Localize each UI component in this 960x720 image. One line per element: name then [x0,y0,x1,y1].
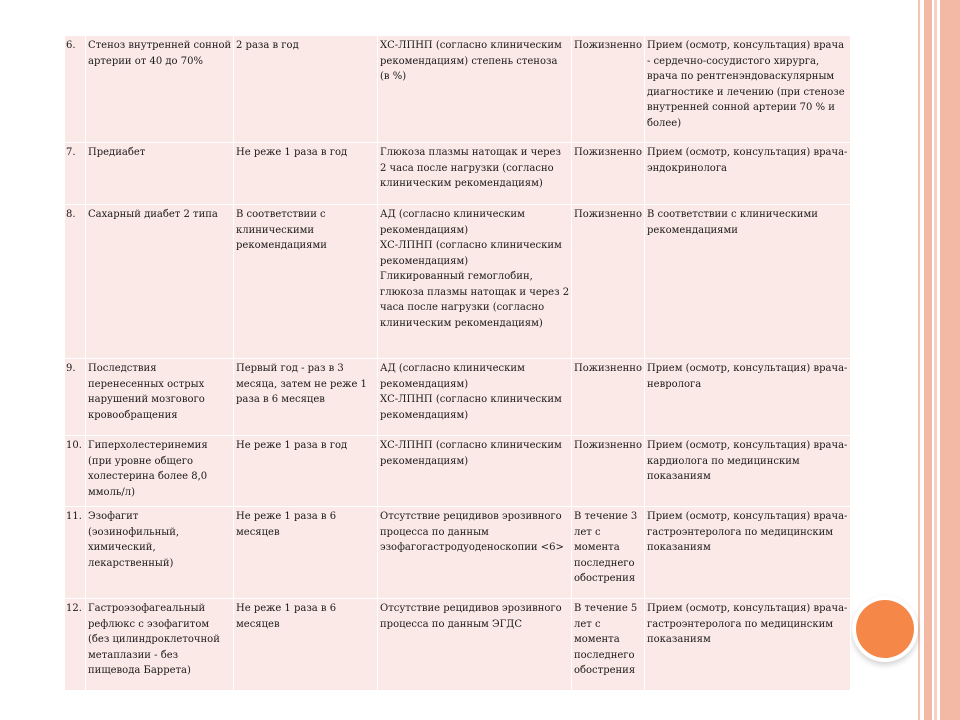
measures-cell-text: Прием (осмотр, консультация) врача-кардиолога по медицинским показаниям [647,440,848,482]
duration-cell [572,36,645,143]
indicators-cell-text: ХС-ЛПНП (согласно клиническим рекомендациям) степень стеноза (в %) [380,40,562,82]
frequency-cell [234,143,378,205]
indicators-cell [378,507,572,599]
indicators-cell [378,205,572,359]
indicators-cell [378,359,572,436]
indicators-cell-text: Отсутствие рецидивов эрозивного процесса по данным ЭГДС [380,603,562,630]
table-row [65,36,851,143]
table-row [65,599,851,691]
table-row [65,205,851,359]
dispensary-table [64,35,851,691]
indicators-cell [378,436,572,507]
measures-cell [645,436,851,507]
duration-cell-text: Пожизненно [574,209,642,220]
frequency-cell [234,205,378,359]
frequency-cell-text: Не реже 1 раза в 6 месяцев [236,603,337,630]
indicators-cell-text: АД (согласно клиническим рекомендациям) ХС-ЛПНП (согласно клиническим рекомендациям) [380,363,562,421]
condition-cell-text: Гиперхолестеринемия (при уровне общего холестерина более 8,0 ммоль/л) [88,440,208,498]
duration-cell-text: В течение 3 лет с момента последнего обострения [574,511,638,584]
measures-cell-text: Прием (осмотр, консультация) врача-гастроэнтеролога по медицинским показаниям [647,511,848,553]
measures-cell [645,36,851,143]
row-number [65,507,86,599]
table-row [65,507,851,599]
row-number-text: 10. [66,440,82,451]
condition-cell-text: Последствия перенесенных острых нарушений мозгового кровообращения [88,363,205,421]
condition-cell-text: Гастроэзофагеальный рефлюкс с эзофагитом (без цилиндроклеточной метаплазии - без пищевода Баррета) [88,603,220,676]
measures-cell [645,599,851,691]
indicators-cell [378,143,572,205]
orange-circle-decoration [856,600,914,658]
row-number [65,143,86,205]
measures-cell-text: Прием (осмотр, консультация) врача - сердечно-сосудистого хирурга, врача по рентгенэндоваскулярным диагностике и лечению (при стенозе внутренней сонной артерии 70 % и более) [647,40,845,129]
decorative-side-stripes [918,0,960,720]
condition-cell-text: Эзофагит (эозинофильный, химический, лекарственный) [88,511,180,569]
frequency-cell [234,36,378,143]
condition-cell [86,36,234,143]
duration-cell [572,143,645,205]
indicators-cell-text: Отсутствие рецидивов эрозивного процесса по данным эзофагогастродуоденоскопии <6> [380,511,564,553]
table-row [65,359,851,436]
row-number-text: 12. [66,603,82,614]
frequency-cell-text: В соответствии с клиническими рекомендациями [236,209,327,251]
condition-cell-text: Предиабет [88,147,146,158]
duration-cell-text: Пожизненно [574,40,642,51]
row-number-text: 9. [66,363,76,374]
frequency-cell-text: Первый год - раз в 3 месяца, затем не реже 1 раза в 6 месяцев [236,363,367,405]
indicators-cell-text: АД (согласно клиническим рекомендациям) ХС-ЛПНП (согласно клиническим рекомендациям) Гликированный гемоглобин, глюкоза плазмы натощак и через 2 часа после нагрузки (согласно клиническим рекомендациям) [380,209,570,329]
frequency-cell-text: Не реже 1 раза в год [236,440,348,451]
condition-cell [86,143,234,205]
duration-cell [572,205,645,359]
measures-cell-text: Прием (осмотр, консультация) врача-гастроэнтеролога по медицинским показаниям [647,603,848,645]
measures-cell [645,205,851,359]
frequency-cell [234,436,378,507]
duration-cell [572,599,645,691]
duration-cell-text: Пожизненно [574,147,642,158]
frequency-cell-text: Не реже 1 раза в 6 месяцев [236,511,337,538]
row-number-text: 7. [66,147,76,158]
table-row [65,436,851,507]
row-number [65,36,86,143]
row-number [65,359,86,436]
measures-cell [645,507,851,599]
indicators-cell-text: Глюкоза плазмы натощак и через 2 часа после нагрузки (согласно клиническим рекомендациям) [380,147,561,189]
row-number-text: 8. [66,209,76,220]
condition-cell [86,436,234,507]
duration-cell [572,359,645,436]
measures-cell [645,359,851,436]
duration-cell-text: Пожизненно [574,440,642,451]
measures-cell-text: Прием (осмотр, консультация) врача-невролога [647,363,848,390]
frequency-cell-text: Не реже 1 раза в год [236,147,348,158]
table-row [65,143,851,205]
row-number [65,205,86,359]
indicators-cell [378,36,572,143]
condition-cell [86,599,234,691]
frequency-cell [234,359,378,436]
condition-cell [86,359,234,436]
measures-cell-text: В соответствии с клиническими рекомендациями [647,209,818,236]
indicators-cell-text: ХС-ЛПНП (согласно клиническим рекомендациям) [380,440,562,467]
condition-cell [86,205,234,359]
condition-cell-text: Стеноз внутренней сонной артерии от 40 до 70% [88,40,232,67]
row-number [65,436,86,507]
measures-cell [645,143,851,205]
row-number-text: 6. [66,40,76,51]
duration-cell [572,507,645,599]
indicators-cell [378,599,572,691]
row-number-text: 11. [66,511,82,522]
condition-cell-text: Сахарный диабет 2 типа [88,209,218,220]
measures-cell-text: Прием (осмотр, консультация) врача-эндокринолога [647,147,848,174]
condition-cell [86,507,234,599]
row-number [65,599,86,691]
frequency-cell-text: 2 раза в год [236,40,299,51]
duration-cell-text: В течение 5 лет с момента последнего обострения [574,603,638,676]
frequency-cell [234,507,378,599]
frequency-cell [234,599,378,691]
duration-cell [572,436,645,507]
duration-cell-text: Пожизненно [574,363,642,374]
